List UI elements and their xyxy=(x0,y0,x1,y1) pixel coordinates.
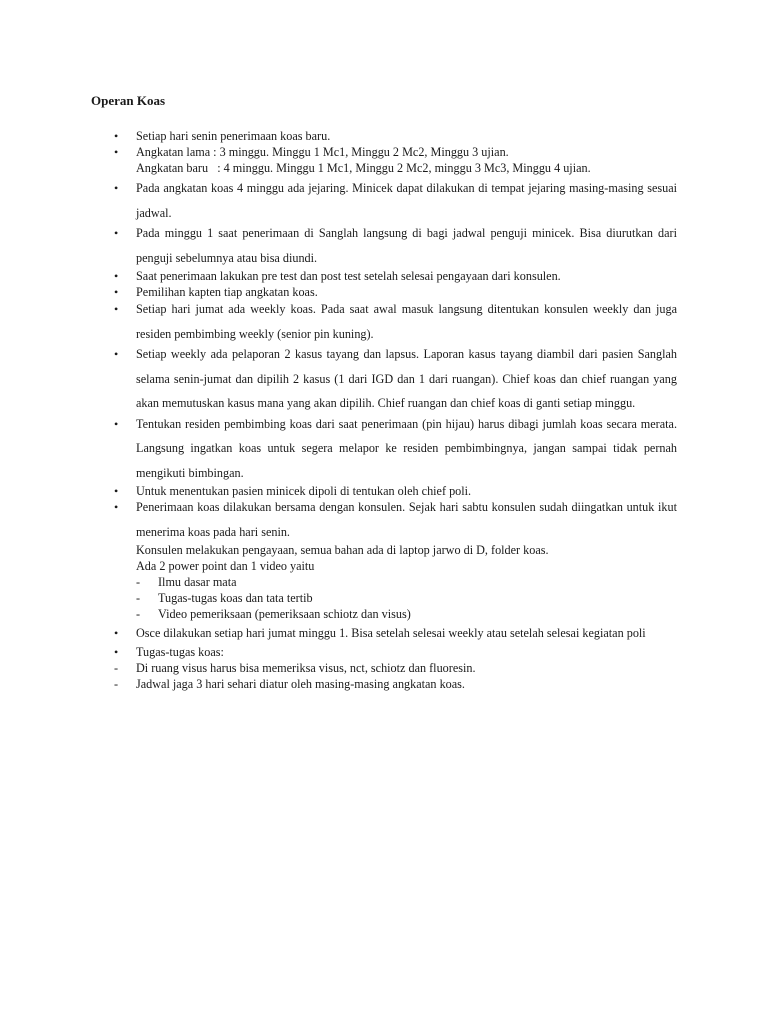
dash-icon: - xyxy=(136,575,141,589)
item-text: Angkatan lama : 3 minggu. Minggu 1 Mc1, Minggu 2 Mc2, Minggu 3 ujian. xyxy=(136,145,509,159)
dash-icon: - xyxy=(136,591,141,605)
item-text: Pada angkatan koas 4 minggu ada jejaring. Minicek dapat dilakukan di tempat jejaring masing-masing sesuai jadwal. xyxy=(136,181,677,220)
dash-icon: - xyxy=(136,607,141,621)
list-item xyxy=(114,225,677,274)
dash-icon: - xyxy=(114,676,119,691)
list-item xyxy=(114,268,677,284)
bullet-icon: • xyxy=(114,129,119,143)
bullet-icon: • xyxy=(114,269,119,283)
sub-item-text: Jadwal jaga 3 hari sehari diatur oleh masing-masing angkatan koas. xyxy=(136,676,465,691)
list-item xyxy=(114,128,677,144)
bullet-icon: • xyxy=(114,644,119,659)
sub-list xyxy=(136,574,677,622)
bullet-icon: • xyxy=(114,347,119,361)
item-text: Saat penerimaan lakukan pre test dan post test setelah selesai pengayaan dari konsulen. xyxy=(136,269,561,283)
item-text: Tentukan residen pembimbing koas dari saat penerimaan (pin hijau) harus dibagi jumlah koas secara merata. Langsung ingatkan koas untuk segera melapor ke residen pembimbingnya, jangan sampai tidak pernah mengikuti bimbingan. xyxy=(136,416,677,480)
item-text: Untuk menentukan pasien minicek dipoli di tentukan oleh chief poli. xyxy=(136,484,472,498)
bullet-icon: • xyxy=(114,302,119,316)
item-text: Setiap hari jumat ada weekly koas. Pada saat awal masuk langsung ditentukan konsulen weekly dan juga residen pembimbing weekly (senior pin kuning). xyxy=(136,302,677,341)
item-text: Setiap hari senin penerimaan koas baru. xyxy=(136,129,331,143)
bullet-icon: • xyxy=(114,626,119,640)
sub-list xyxy=(114,660,677,692)
list-item xyxy=(114,416,677,490)
notes-list xyxy=(114,128,677,692)
sub-list-item xyxy=(136,590,677,606)
item-continuation: Konsulen melakukan pengayaan, semua bahan ada di laptop jarwo di D, folder koas. xyxy=(136,543,549,557)
sub-item-text: Ilmu dasar mata xyxy=(158,575,237,589)
list-item xyxy=(114,144,677,176)
sub-list-item xyxy=(114,660,677,676)
bullet-icon: • xyxy=(114,145,119,159)
sub-list-item xyxy=(136,606,677,622)
sub-item-text: Tugas-tugas koas dan tata tertib xyxy=(158,591,313,605)
bullet-icon: • xyxy=(114,181,119,195)
item-text: Pada minggu 1 saat penerimaan di Sanglah langsung di bagi jadwal penguji minicek. Bisa diurutkan dari penguji sebelumnya atau bisa diundi. xyxy=(136,226,677,265)
item-text: Setiap weekly ada pelaporan 2 kasus tayang dan lapsus. Laporan kasus tayang diambil dari pasien Sanglah selama senin-jumat dan dipilih 2 kasus (1 dari IGD dan 1 dari ruangan). Chief koas dan chief ruangan yang akan memutuskan kasus mana yang akan dipilih. Chief ruangan dan chief koas di ganti setiap minggu. xyxy=(136,347,677,410)
bullet-icon: • xyxy=(114,226,119,240)
item-text: Tugas-tugas koas: xyxy=(136,644,224,659)
sub-item-text: Di ruang visus harus bisa memeriksa visus, nct, schiotz dan fluoresin. xyxy=(136,660,476,675)
list-item xyxy=(114,346,677,420)
bullet-icon: • xyxy=(114,416,119,431)
list-item xyxy=(114,644,677,692)
sub-item-text: Video pemeriksaan (pemeriksaan schiotz dan visus) xyxy=(158,607,411,621)
sub-list-item xyxy=(136,574,677,590)
item-continuation: Ada 2 power point dan 1 video yaitu xyxy=(136,559,315,573)
item-text: Penerimaan koas dilakukan bersama dengan konsulen. Sejak hari sabtu konsulen sudah diingatkan untuk ikut menerima koas pada hari senin. xyxy=(136,500,677,539)
sub-list-item xyxy=(114,676,677,692)
item-continuation: Angkatan baru : 4 minggu. Minggu 1 Mc1, Minggu 2 Mc2, minggu 3 Mc3, Minggu 4 ujian. xyxy=(136,161,591,175)
bullet-icon: • xyxy=(114,484,119,498)
document-title: Operan Koas xyxy=(91,93,166,108)
dash-icon: - xyxy=(114,660,119,675)
list-item xyxy=(114,499,677,622)
bullet-icon: • xyxy=(114,285,119,299)
item-text: Pemilihan kapten tiap angkatan koas. xyxy=(136,285,318,299)
item-text: Osce dilakukan setiap hari jumat minggu 1. Bisa setelah selesai weekly atau setelah selesai kegiatan poli xyxy=(136,626,646,640)
bullet-icon: • xyxy=(114,500,119,514)
